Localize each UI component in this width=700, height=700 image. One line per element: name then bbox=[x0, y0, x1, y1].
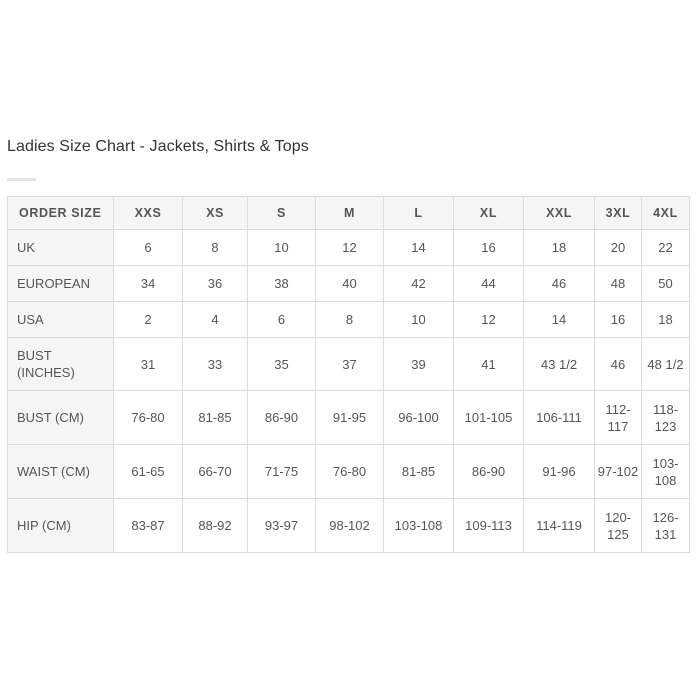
size-header: S bbox=[248, 197, 316, 230]
table-cell: 126-131 bbox=[642, 499, 690, 553]
table-cell: 66-70 bbox=[183, 445, 248, 499]
table-row-bust-cm bbox=[8, 391, 690, 445]
table-cell: 101-105 bbox=[454, 391, 524, 445]
table-cell: 50 bbox=[642, 266, 690, 302]
table-cell: 97-102 bbox=[595, 445, 642, 499]
table-cell: 12 bbox=[316, 230, 384, 266]
size-header: L bbox=[384, 197, 454, 230]
table-cell: 120-125 bbox=[595, 499, 642, 553]
table-row-waist-cm bbox=[8, 445, 690, 499]
table-cell: 40 bbox=[316, 266, 384, 302]
table-cell: 86-90 bbox=[454, 445, 524, 499]
table-cell: 83-87 bbox=[114, 499, 183, 553]
table-cell: 114-119 bbox=[524, 499, 595, 553]
table-cell: 10 bbox=[248, 230, 316, 266]
table-cell: 36 bbox=[183, 266, 248, 302]
table-cell: 42 bbox=[384, 266, 454, 302]
table-cell: 76-80 bbox=[114, 391, 183, 445]
table-cell: 6 bbox=[248, 302, 316, 338]
table-cell: 71-75 bbox=[248, 445, 316, 499]
page-title: Ladies Size Chart - Jackets, Shirts & Tops bbox=[7, 138, 309, 155]
size-header: XXL bbox=[524, 197, 595, 230]
table-cell: 31 bbox=[114, 338, 183, 391]
table-cell: 48 1/2 bbox=[642, 338, 690, 391]
table-cell: 16 bbox=[595, 302, 642, 338]
size-chart-table bbox=[7, 196, 690, 553]
row-label: BUST (CM) bbox=[8, 391, 114, 445]
title-divider bbox=[7, 178, 36, 181]
table-cell: 16 bbox=[454, 230, 524, 266]
table-cell: 106-111 bbox=[524, 391, 595, 445]
table-cell: 91-95 bbox=[316, 391, 384, 445]
size-header: XL bbox=[454, 197, 524, 230]
size-header: XXS bbox=[114, 197, 183, 230]
table-cell: 48 bbox=[595, 266, 642, 302]
table-cell: 20 bbox=[595, 230, 642, 266]
row-label: USA bbox=[8, 302, 114, 338]
table-cell: 109-113 bbox=[454, 499, 524, 553]
table-cell: 8 bbox=[183, 230, 248, 266]
table-cell: 103-108 bbox=[642, 445, 690, 499]
row-label: EUROPEAN bbox=[8, 266, 114, 302]
size-header: M bbox=[316, 197, 384, 230]
table-cell: 37 bbox=[316, 338, 384, 391]
table-cell: 14 bbox=[524, 302, 595, 338]
table-cell: 118-123 bbox=[642, 391, 690, 445]
row-label: BUST (INCHES) bbox=[8, 338, 114, 391]
table-cell: 2 bbox=[114, 302, 183, 338]
table-cell: 46 bbox=[524, 266, 595, 302]
table-cell: 93-97 bbox=[248, 499, 316, 553]
table-cell: 4 bbox=[183, 302, 248, 338]
table-row-uk bbox=[8, 230, 690, 266]
size-header: 3XL bbox=[595, 197, 642, 230]
table-cell: 14 bbox=[384, 230, 454, 266]
table-row-hip-cm bbox=[8, 499, 690, 553]
table-row-european bbox=[8, 266, 690, 302]
row-label: WAIST (CM) bbox=[8, 445, 114, 499]
table-cell: 112-117 bbox=[595, 391, 642, 445]
table-cell: 96-100 bbox=[384, 391, 454, 445]
table-cell: 91-96 bbox=[524, 445, 595, 499]
table-cell: 18 bbox=[524, 230, 595, 266]
table-cell: 8 bbox=[316, 302, 384, 338]
table-cell: 18 bbox=[642, 302, 690, 338]
size-header: 4XL bbox=[642, 197, 690, 230]
table-cell: 10 bbox=[384, 302, 454, 338]
table-cell: 61-65 bbox=[114, 445, 183, 499]
row-label: HIP (CM) bbox=[8, 499, 114, 553]
table-row-bust-inches bbox=[8, 338, 690, 391]
table-cell: 41 bbox=[454, 338, 524, 391]
table-cell: 81-85 bbox=[384, 445, 454, 499]
size-header: XS bbox=[183, 197, 248, 230]
table-cell: 33 bbox=[183, 338, 248, 391]
table-cell: 43 1/2 bbox=[524, 338, 595, 391]
row-label: UK bbox=[8, 230, 114, 266]
table-cell: 38 bbox=[248, 266, 316, 302]
table-cell: 88-92 bbox=[183, 499, 248, 553]
table-cell: 35 bbox=[248, 338, 316, 391]
table-cell: 34 bbox=[114, 266, 183, 302]
table-row-usa bbox=[8, 302, 690, 338]
table-cell: 86-90 bbox=[248, 391, 316, 445]
table-cell: 81-85 bbox=[183, 391, 248, 445]
table-cell: 44 bbox=[454, 266, 524, 302]
corner-header: ORDER SIZE bbox=[8, 197, 114, 230]
table-cell: 6 bbox=[114, 230, 183, 266]
table-cell: 103-108 bbox=[384, 499, 454, 553]
table-cell: 98-102 bbox=[316, 499, 384, 553]
table-cell: 12 bbox=[454, 302, 524, 338]
table-cell: 39 bbox=[384, 338, 454, 391]
table-cell: 22 bbox=[642, 230, 690, 266]
table-header-row bbox=[8, 197, 690, 230]
table-cell: 46 bbox=[595, 338, 642, 391]
table-cell: 76-80 bbox=[316, 445, 384, 499]
